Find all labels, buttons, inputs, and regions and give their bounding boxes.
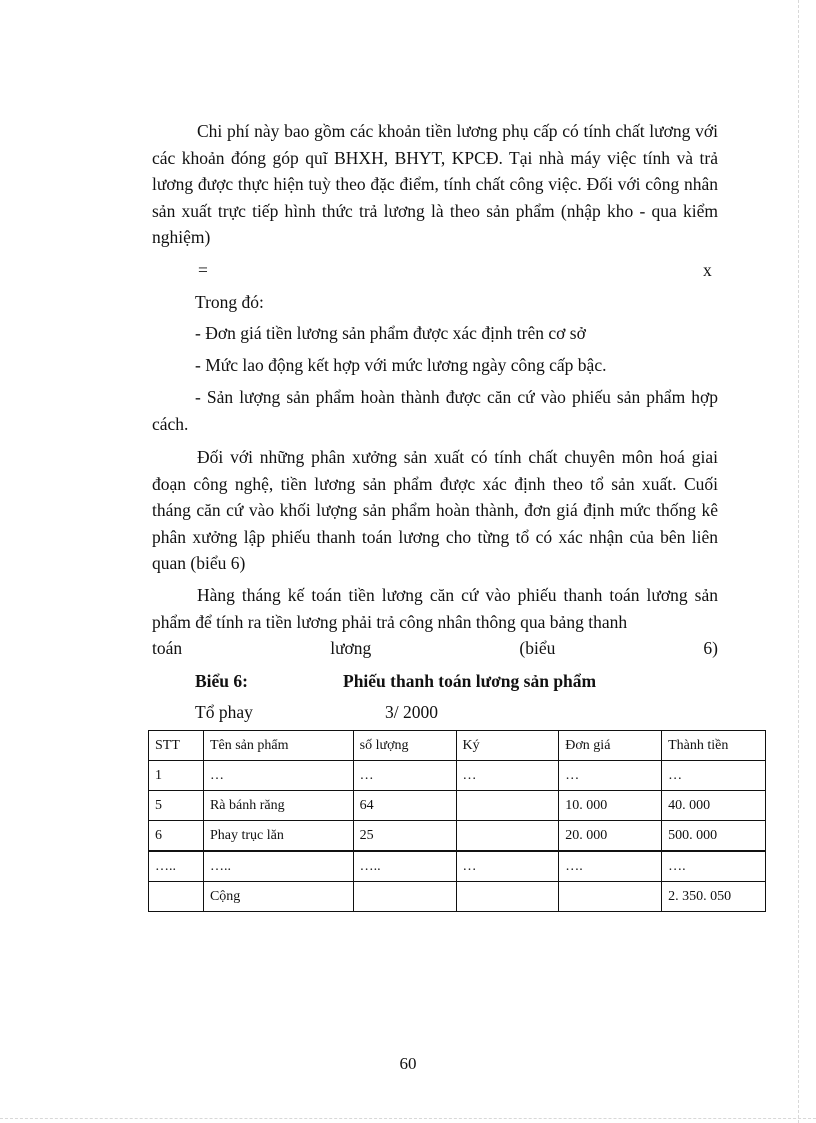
cell: …. <box>662 851 766 882</box>
table-total-row <box>149 882 766 912</box>
paragraph-2: Đối với những phân xưởng sản xuất có tính chất chuyên môn hoá giai đoạn công nghệ, tiền lương sản phẩm được xác định theo tổ sản xuất. Cuối tháng căn cứ vào khối lượng sản phẩm hoàn thành, đơn giá định mức thống kê phân xưởng lập phiếu thanh toán lương cho từng tổ có xác nhận của bên liên quan (biểu 6) <box>152 447 718 573</box>
cell: 40. 000 <box>662 791 766 821</box>
p3-word-3: (biểu <box>519 638 556 658</box>
cell <box>456 791 559 821</box>
header-amount: Thành tiền <box>662 731 766 761</box>
cell: … <box>456 851 559 882</box>
paragraph-3-last-line <box>152 635 718 662</box>
cell <box>353 882 456 912</box>
cell: 500. 000 <box>662 821 766 852</box>
cell: …. <box>559 851 662 882</box>
page-number: 60 <box>399 1054 417 1073</box>
p3-word-2: lương <box>330 638 372 658</box>
formula-equals: = <box>198 260 208 280</box>
bullet-2: - Mức lao động kết hợp với mức lương ngày công cấp bậc. <box>195 355 607 375</box>
cell: 10. 000 <box>559 791 662 821</box>
header-product: Tên sản phẩm <box>203 731 353 761</box>
formula-times: x <box>703 260 712 280</box>
cell: Rà bánh răng <box>203 791 353 821</box>
header-quantity: số lượng <box>353 731 456 761</box>
cell: … <box>662 761 766 791</box>
header-sign: Ký <box>456 731 559 761</box>
cell: ….. <box>353 851 456 882</box>
total-amount: 2. 350. 050 <box>662 882 766 912</box>
cell: … <box>559 761 662 791</box>
bullet-3: - Sản lượng sản phẩm hoàn thành được căn cứ vào phiếu sản phẩm hợp cách. <box>152 387 718 434</box>
cell: … <box>456 761 559 791</box>
cell: ….. <box>203 851 353 882</box>
cell: 1 <box>149 761 204 791</box>
payment-table <box>148 730 766 912</box>
bieu-title: Phiếu thanh toán lương sản phẩm <box>343 671 597 691</box>
paragraph-1: Chi phí này bao gồm các khoản tiền lương phụ cấp có tính chất lương với các khoản đóng góp quĩ BHXH, BHYT, KPCĐ. Tại nhà máy việc tính và trả lương được thực hiện tuỳ theo đặc điểm, tính chất công việc. Đối với công nhân sản xuất trực tiếp hình thức trả lương là theo sản phẩm (nhập kho - qua kiểm nghiệm) <box>152 121 718 247</box>
table-row <box>149 761 766 791</box>
table-row <box>149 791 766 821</box>
p3-word-1: toán <box>152 638 183 658</box>
paragraph-3: Hàng tháng kế toán tiền lương căn cứ vào phiếu thanh toán lương sản phẩm để tính ra tiền lương phải trả công nhân thông qua bảng thanh <box>152 585 718 632</box>
cell <box>456 882 559 912</box>
cell <box>149 882 204 912</box>
page-edge-bottom <box>0 1118 816 1119</box>
cell: 64 <box>353 791 456 821</box>
p3-word-4: 6) <box>703 638 718 658</box>
cell: 25 <box>353 821 456 852</box>
cell: Phay trục lăn <box>203 821 353 852</box>
period-label: 3/ 2000 <box>385 702 438 722</box>
table-row <box>149 851 766 882</box>
table-row <box>149 821 766 852</box>
header-unit-price: Đơn giá <box>559 731 662 761</box>
to-label: Tổ phay <box>195 702 253 722</box>
cell: 5 <box>149 791 204 821</box>
cell: … <box>203 761 353 791</box>
page-edge-right <box>798 0 799 1123</box>
cell <box>559 882 662 912</box>
header-stt: STT <box>149 731 204 761</box>
cell <box>456 821 559 852</box>
bullet-1: - Đơn giá tiền lương sản phẩm được xác định trên cơ sở <box>195 323 586 343</box>
cell: 6 <box>149 821 204 852</box>
table-header-row <box>149 731 766 761</box>
cell: 20. 000 <box>559 821 662 852</box>
bieu-label: Biểu 6: <box>195 671 248 691</box>
cell: ….. <box>149 851 204 882</box>
trong-do-label: Trong đó: <box>195 292 264 312</box>
cell: … <box>353 761 456 791</box>
total-label: Cộng <box>203 882 353 912</box>
